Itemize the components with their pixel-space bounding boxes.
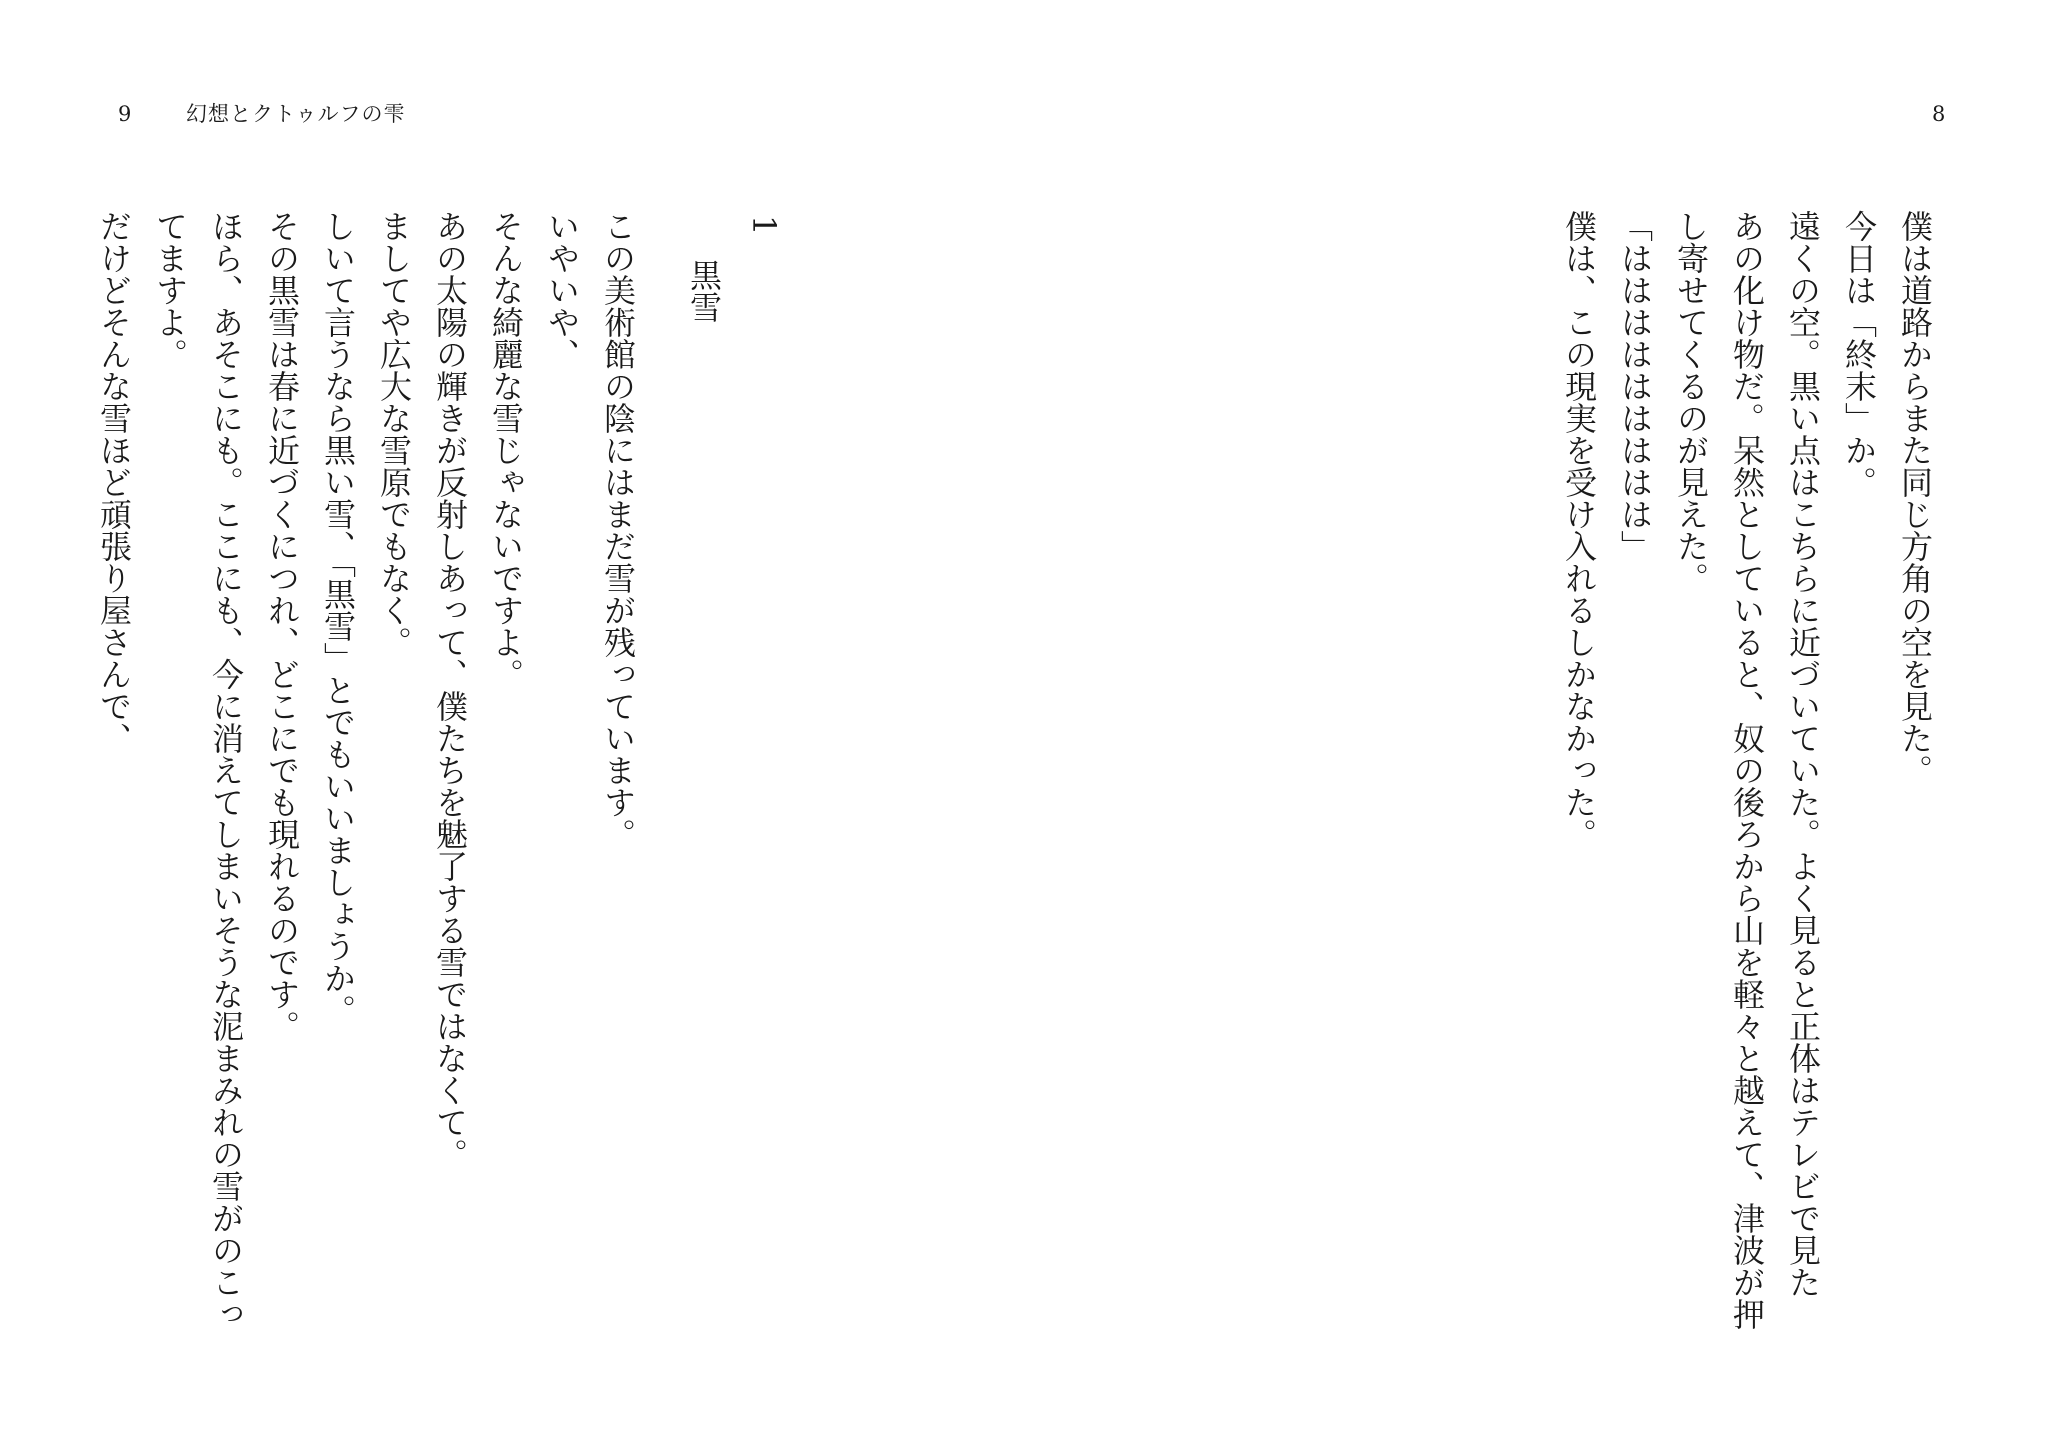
page-number: 8	[1932, 102, 1946, 126]
body-text	[1539, 210, 1934, 1330]
text-line: 僕は、この現実を受け入れるしかなかった。	[1560, 210, 1598, 850]
body-text	[74, 210, 637, 1330]
text-line: あの化け物だ。呆然としていると、奴の後ろから山を軽々と越えて、津波が押	[1728, 210, 1766, 1330]
text-line: いやいや、	[543, 210, 581, 370]
text-line: 遠くの空。黒い点はこちらに近づいていた。よく見ると正体はテレビで見た	[1784, 210, 1822, 1298]
text-line: この美術館の陰にはまだ雪が残っています。	[599, 210, 637, 850]
chapter-number: 1	[745, 215, 783, 236]
text-line: し寄せてくるのが見えた。	[1672, 210, 1710, 594]
text-line: しいて言うなら黒い雪、「黒雪」とでもいいましょうか。	[319, 210, 357, 1026]
text-line: その黒雪は春に近づくにつれ、どこにでも現れるのです。	[263, 210, 301, 1042]
text-line: 「ははははははははは」	[1616, 210, 1654, 562]
right-page	[1024, 0, 2048, 1444]
chapter-title: 黒雪	[685, 259, 723, 323]
text-line: だけどそんな雪ほど頑張り屋さんで、	[95, 210, 133, 754]
text-line: あの太陽の輝きが反射しあって、僕たちを魅了する雪ではなくて。	[431, 210, 469, 1170]
text-line: 僕は道路からまた同じ方角の空を見た。	[1896, 210, 1934, 786]
text-line: 今日は「終末」か。	[1840, 210, 1878, 498]
text-line: ほら、あそこにも。ここにも、今に消えてしまいそうな泥まみれの雪がのこっ	[207, 210, 245, 1330]
chapter-heading	[685, 215, 794, 323]
running-title: 幻想とクトゥルフの雫	[186, 102, 406, 126]
page-number: 9	[118, 102, 132, 126]
text-line: てますよ。	[151, 210, 189, 370]
text-line: そんな綺麗な雪じゃないですよ。	[487, 210, 525, 690]
text-line: ましてや広大な雪原でもなく。	[375, 210, 413, 658]
